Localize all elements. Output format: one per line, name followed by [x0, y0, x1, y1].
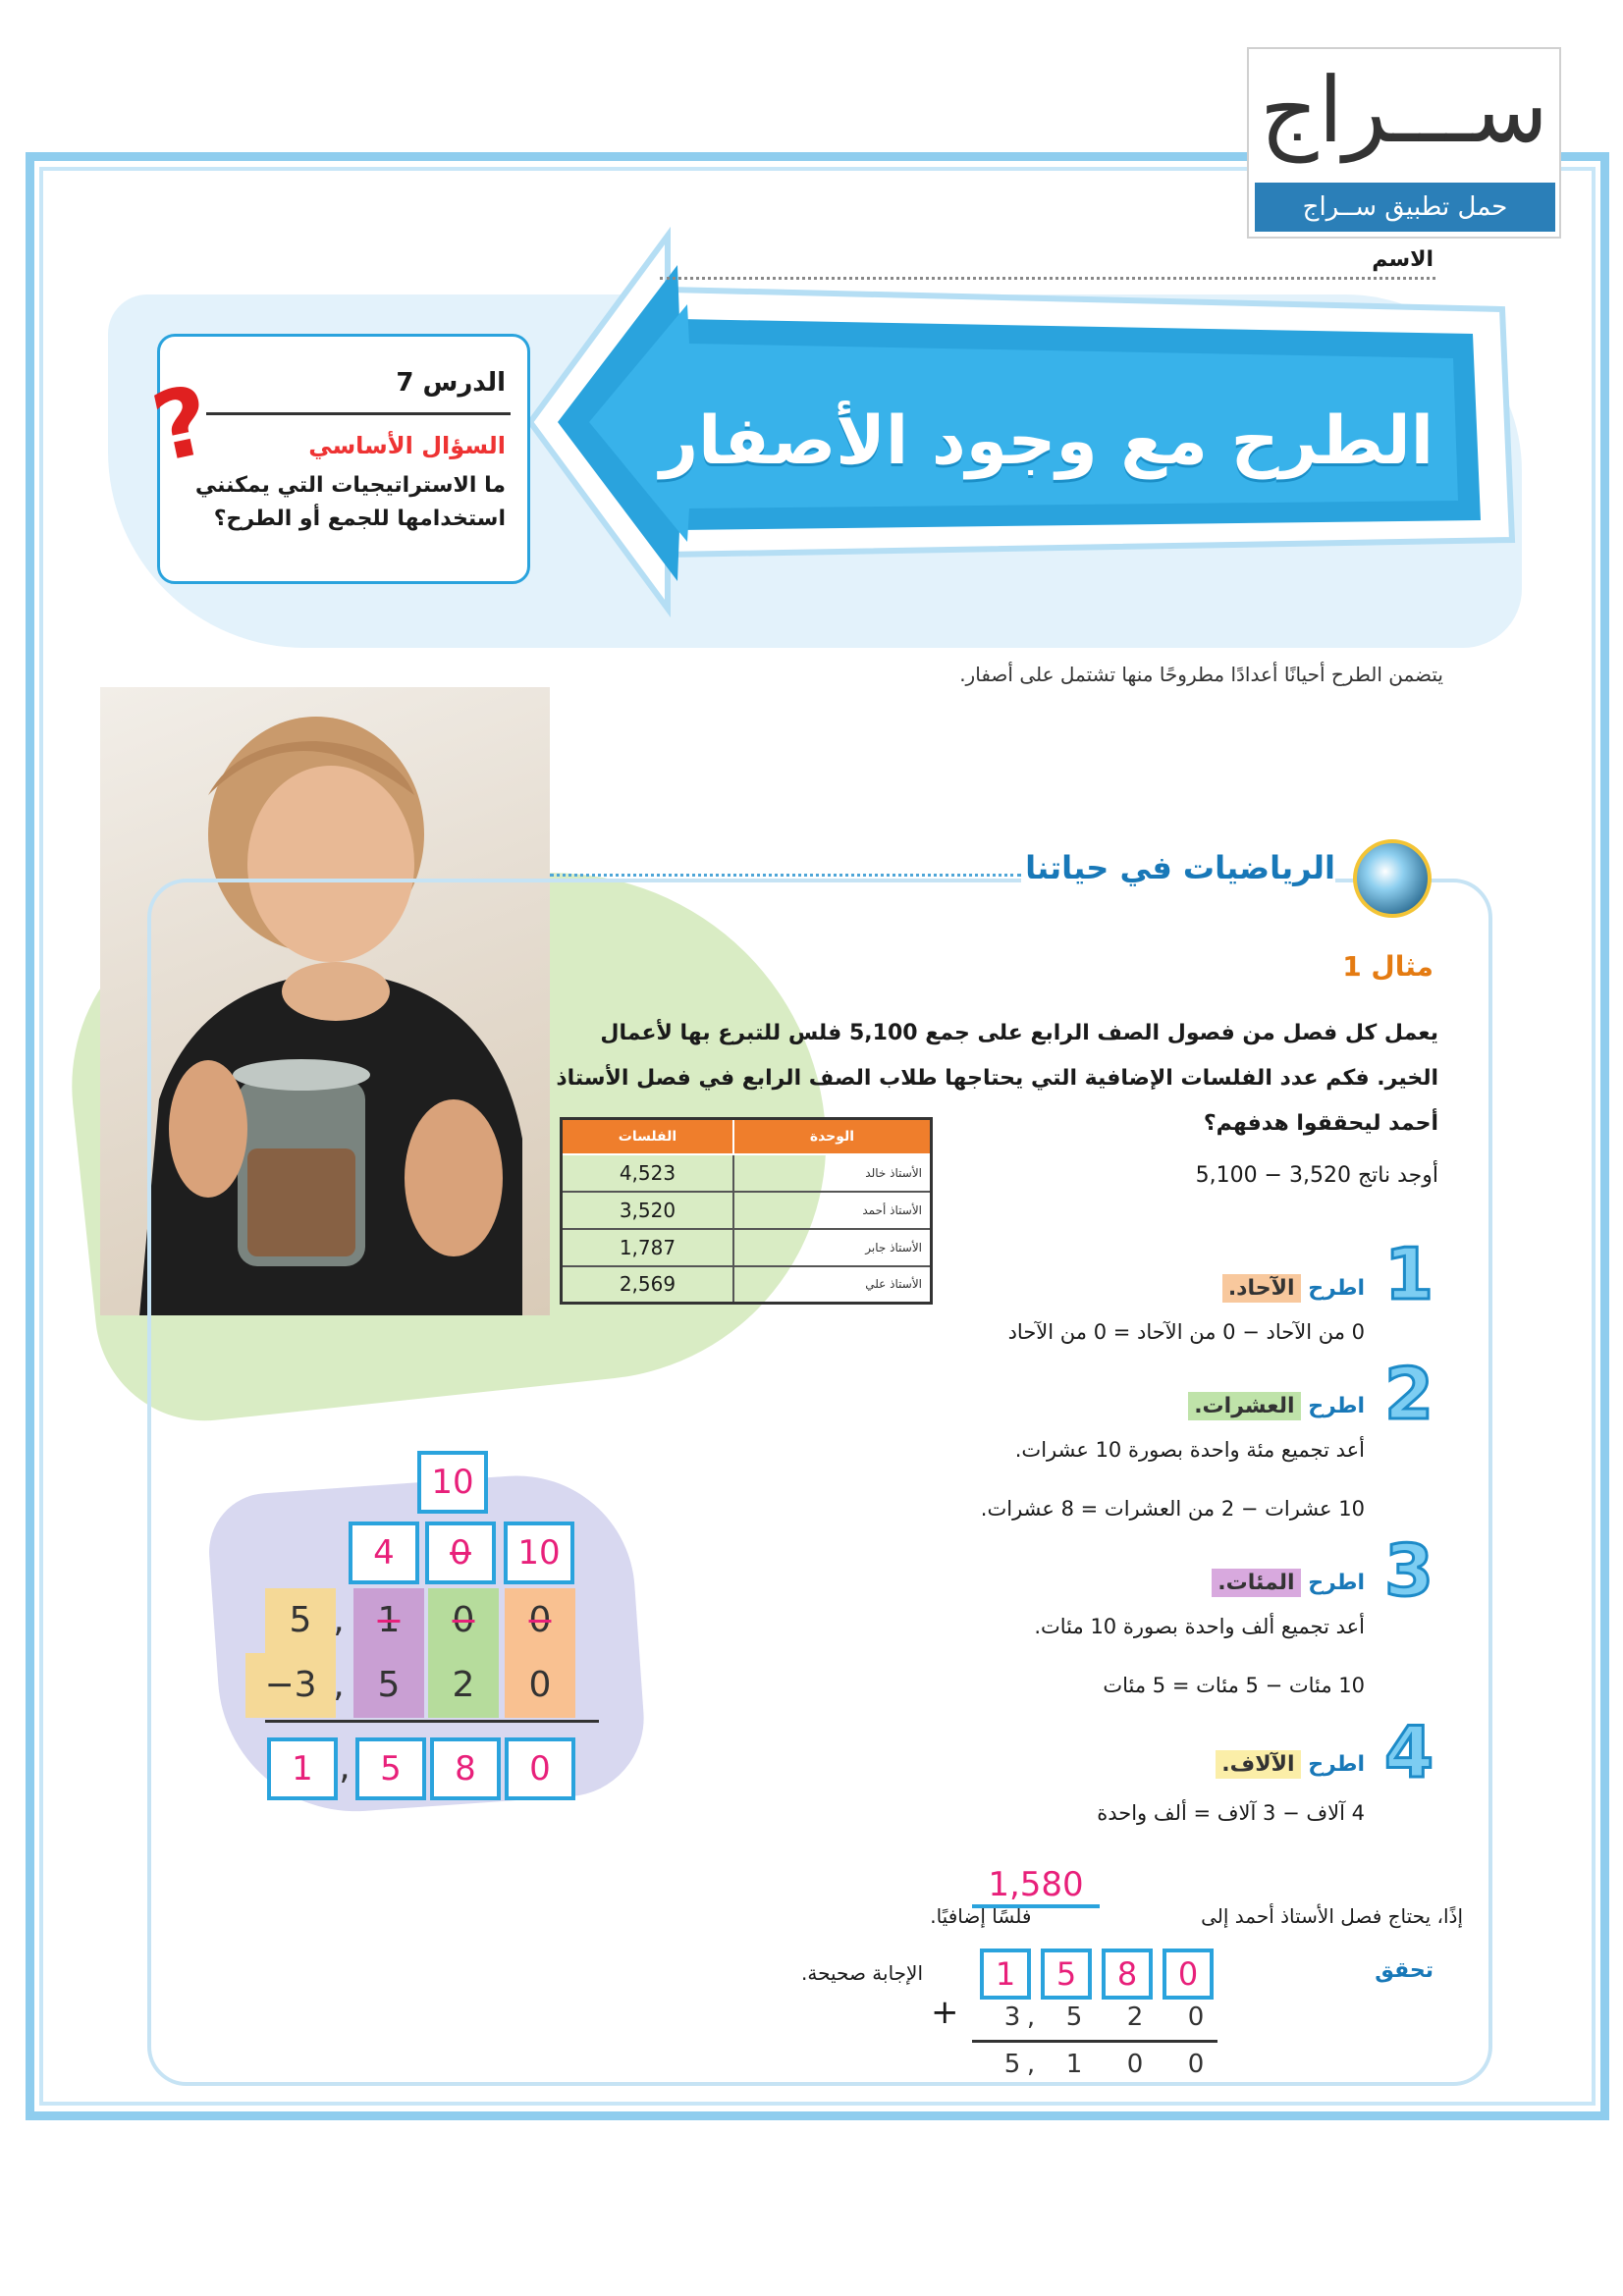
- step-3-line-1: أعد تجميع ألف واحدة بصورة 10 مئات.: [1034, 1615, 1365, 1638]
- result-box: 5: [355, 1737, 426, 1800]
- check-box: 5: [1041, 1949, 1092, 2000]
- check-digit: 3: [1003, 2002, 1021, 2032]
- coins-table: [560, 1117, 933, 1305]
- problem-text: يعمل كل فصل من فصول الصف الرابع على جمع 5,100 فلس للتبرع بها لأعمال الخير. فكم عدد الفلسات الإضافية التي يحتاجها طلاب الصف الرابع في فصل الأستاذ أحمد ليحققوا هدفهم؟: [556, 1021, 1438, 1136]
- result-box: 1: [267, 1737, 338, 1800]
- check-digit: 5: [1065, 2002, 1083, 2032]
- step-verb: اطرح: [1308, 1571, 1365, 1595]
- subtrahend-digit: 2: [428, 1653, 499, 1718]
- sum-line: [265, 1720, 599, 1723]
- table-header: الوحدة: [733, 1119, 932, 1154]
- step-3-number: 3: [1383, 1529, 1434, 1612]
- result-box: 8: [430, 1737, 501, 1800]
- table-row: [562, 1192, 932, 1229]
- answer-value[interactable]: 1,580: [972, 1865, 1100, 1908]
- step-verb: اطرح: [1308, 1394, 1365, 1418]
- step-4-heading: [1060, 1752, 1365, 1777]
- regroup-box: 10: [504, 1522, 574, 1584]
- table-cell: 1,787: [562, 1229, 733, 1266]
- regroup-box: 4: [349, 1522, 419, 1584]
- step-4-number: 4: [1383, 1711, 1434, 1793]
- comma: ,: [333, 1665, 345, 1705]
- minuend-digit: 0: [505, 1588, 575, 1653]
- check-digit: 0: [1126, 2050, 1144, 2079]
- check-correct-text: الإجابة صحيحة.: [801, 1961, 923, 1985]
- table-row: [562, 1229, 932, 1266]
- table-row: [562, 1154, 932, 1192]
- intro-text: يتضمن الطرح أحيانًا أعدادًا مطروحًا منها تشتمل على أصفار.: [959, 663, 1443, 686]
- divider: [206, 412, 511, 415]
- name-input-line[interactable]: [660, 277, 1435, 280]
- step-1-line: 0 من الآحاد − 0 من الآحاد = 0 من الآحاد: [1007, 1320, 1365, 1344]
- step-2-line-1: أعد تجميع مئة واحدة بصورة 10 عشرات.: [1014, 1438, 1365, 1462]
- logo: ســـراج: [1260, 58, 1548, 163]
- table-cell: الأستاذ جابر: [733, 1229, 932, 1266]
- essential-question-text: ما الاستراتيجيات التي يمكنني استخدامها للجمع أو الطرح؟: [194, 473, 506, 531]
- step-3-highlight: المئات.: [1212, 1569, 1300, 1597]
- subtrahend-digit: 0: [505, 1653, 575, 1718]
- check-digit: 5: [1003, 2050, 1021, 2079]
- check-box: 0: [1163, 1949, 1214, 2000]
- minuend-digit: 1: [353, 1588, 424, 1653]
- check-label: تحقق: [1375, 1958, 1434, 1983]
- logo-tagline[interactable]: حمل تطبيق ســراج: [1255, 183, 1555, 232]
- check-digit: 2: [1126, 2002, 1144, 2032]
- check-box: 1: [980, 1949, 1031, 2000]
- table-cell: 2,569: [562, 1266, 733, 1304]
- step-2-highlight: العشرات.: [1188, 1392, 1300, 1420]
- step-4-line: 4 آلاف − 3 آلاف = ألف واحدة: [1097, 1801, 1365, 1825]
- table-cell: 4,523: [562, 1154, 733, 1192]
- essential-question-heading: السؤال الأساسي: [308, 432, 506, 459]
- section-title: الرياضيات في حياتنا: [1021, 849, 1335, 886]
- step-2-heading: [1060, 1394, 1365, 1418]
- step-3-line-2: 10 مئات − 5 مئات = 5 مئات: [1103, 1674, 1365, 1697]
- question-mark-icon: ?: [143, 364, 220, 484]
- comma: ,: [333, 1600, 345, 1640]
- lesson-number: الدرس 7: [396, 368, 506, 398]
- step-2-number: 2: [1383, 1353, 1434, 1435]
- regroup-box: 0: [425, 1522, 496, 1584]
- table-cell: 3,520: [562, 1192, 733, 1229]
- check-sum-line: [972, 2040, 1217, 2043]
- find-expression: أوجد ناتج 3,520 − 5,100: [1195, 1163, 1438, 1188]
- globe-icon: [1353, 839, 1432, 918]
- comma: ,: [1026, 2002, 1036, 2032]
- step-verb: اطرح: [1308, 1752, 1365, 1777]
- example-label: مثال 1: [1342, 950, 1434, 983]
- step-verb: اطرح: [1308, 1276, 1365, 1301]
- table-cell: الأستاذ علي: [733, 1266, 932, 1304]
- table-cell: الأستاذ أحمد: [733, 1192, 932, 1229]
- table-cell: الأستاذ خالد: [733, 1154, 932, 1192]
- check-digit: 1: [1065, 2050, 1083, 2079]
- step-4-highlight: الآلاف.: [1216, 1750, 1300, 1779]
- check-box: 8: [1102, 1949, 1153, 2000]
- subtrahend-digit: 5: [353, 1653, 424, 1718]
- table-row: [562, 1266, 932, 1304]
- section-divider: [550, 874, 1021, 877]
- answer-before: إذًا، يحتاج فصل الأستاذ أحمد إلى: [1201, 1904, 1463, 1928]
- comma: ,: [1026, 2050, 1036, 2079]
- step-1-number: 1: [1383, 1233, 1434, 1315]
- step-3-heading: [1060, 1571, 1365, 1595]
- step-1-highlight: الآحاد.: [1222, 1274, 1301, 1303]
- table-header: الفلسات: [562, 1119, 733, 1154]
- comma: ,: [339, 1747, 351, 1788]
- check-digit: 0: [1187, 2050, 1205, 2079]
- subtrahend-digit: −3: [245, 1653, 336, 1718]
- answer-after: فلسًا إضافيًا.: [930, 1904, 1032, 1928]
- name-label: الاسم: [1372, 247, 1434, 272]
- minuend-digit: 0: [428, 1588, 499, 1653]
- answer-sentence: [795, 1904, 1463, 1928]
- step-1-heading: [1060, 1276, 1365, 1301]
- step-2-line-2: 10 عشرات − 2 من العشرات = 8 عشرات.: [980, 1497, 1365, 1521]
- result-box: 0: [505, 1737, 575, 1800]
- regroup-box: 10: [417, 1451, 488, 1514]
- check-digit: 0: [1187, 2002, 1205, 2032]
- lesson-title: الطرح مع وجود الأصفار: [659, 402, 1434, 480]
- minuend-digit: 5: [265, 1588, 336, 1653]
- plus-sign: +: [931, 1993, 959, 2032]
